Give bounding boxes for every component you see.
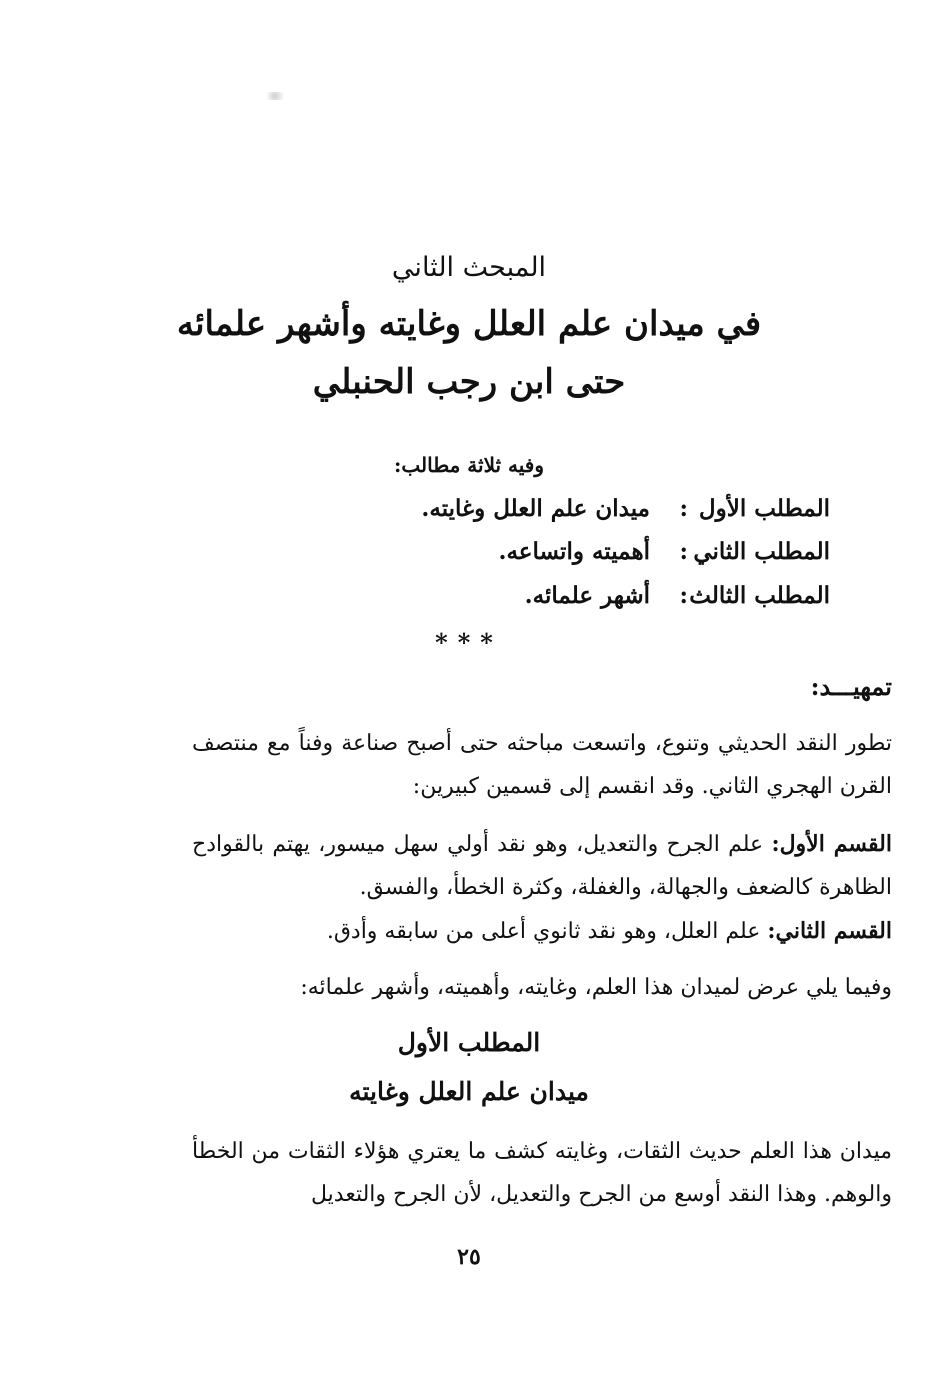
toc-colon: :	[679, 538, 688, 565]
toc-label: المطلب الأول	[698, 495, 830, 522]
toc-row	[290, 538, 830, 578]
toc-title: ميدان علم العلل وغايته.	[421, 495, 650, 522]
toc-title: أشهر علمائه.	[524, 582, 650, 609]
intro-heading: تمهيـــد:	[810, 672, 892, 701]
toc-label: المطلب الثاني	[693, 538, 830, 565]
toc-row	[290, 495, 830, 535]
paragraph-scope: ميدان هذا العلم حديث الثقات، وغايته كشف ما يعتري هؤلاء الثقات من الخطأ والوهم. وهذا النقد أوسع من الجرح والتعديل، لأن الجرح والتعديل	[192, 1139, 892, 1207]
toc-row	[290, 582, 830, 622]
toc-colon: :	[679, 495, 688, 522]
scan-speck	[262, 92, 288, 100]
toc-colon: :	[679, 582, 688, 609]
toc-label: المطلب الثالث	[689, 582, 830, 609]
paragraph-lead: القسم الأول:	[771, 831, 892, 857]
section-divider-stars: ***	[435, 628, 503, 657]
subsection-heading: المطلب الأول	[397, 1028, 541, 1057]
page-number: ٢٥	[457, 1244, 481, 1270]
paragraph-body: علم العلل، وهو نقد ثانوي أعلى من سابقه وأدق.	[326, 919, 768, 944]
section-label: المبحث الثاني	[391, 252, 547, 283]
paragraph-intro: تطور النقد الحديثي وتنوع، واتسعت مباحثه حتى أصبح صناعة وفناً مع منتصف القرن الهجري الثاني. وقد انقسم إلى قسمين كبيرين:	[192, 731, 892, 799]
paragraph-lead: القسم الثاني:	[767, 918, 892, 944]
chapter-title-line1: في ميدان علم العلل وغايته وأشهر علمائه	[176, 304, 762, 344]
subsection-title: ميدان علم العلل وغايته	[349, 1077, 589, 1106]
paragraph-overview: وفيما يلي عرض لميدان هذا العلم، وغايته، وأهميته، وأشهر علمائه:	[300, 975, 892, 1000]
chapter-title-line2: حتى ابن رجب الحنبلي	[312, 362, 626, 402]
paragraph-first-section	[192, 823, 892, 909]
paragraph-body: علم الجرح والتعديل، وهو نقد أولي سهل ميسور، يهتم بالقوادح الظاهرة كالضعف والجهالة، والغفلة، وكثرة الخطأ، والفسق.	[192, 832, 892, 900]
contents-label: وفيه ثلاثة مطالب:	[393, 453, 545, 477]
toc-title: أهميته واتساعه.	[498, 538, 650, 565]
paragraph-second-section	[192, 910, 892, 953]
